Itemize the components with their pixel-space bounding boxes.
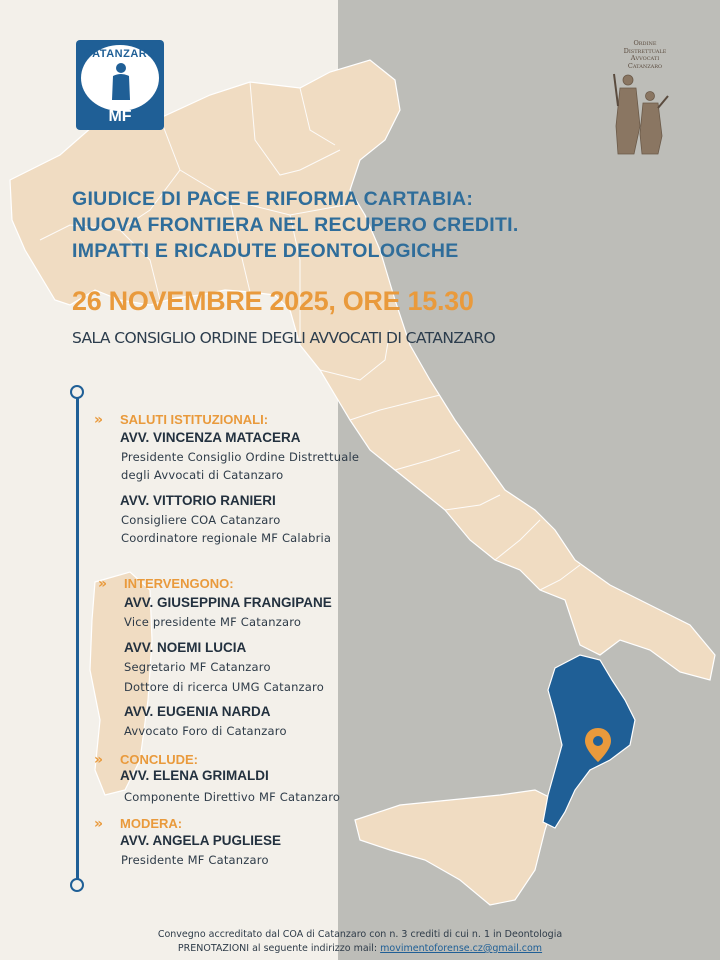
map-sicily [355, 790, 555, 905]
speaker-role: Dottore di ricerca UMG Catanzaro [124, 680, 324, 694]
speaker-name: AVV. NOEMI LUCIA [124, 640, 247, 655]
logo-top-text: CATANZARO [83, 48, 157, 60]
footer [0, 928, 720, 956]
program-timeline [76, 392, 79, 886]
logo-bottom-text: MF [108, 108, 132, 125]
speaker-name: AVV. VINCENZA MATACERA [120, 430, 301, 445]
speaker-name: AVV. ANGELA PUGLIESE [120, 833, 282, 848]
speaker-name: AVV. EUGENIA NARDA [124, 704, 271, 719]
speaker-role: Consigliere COA Catanzaro [121, 513, 281, 527]
ordine-logo-text: Ordine Distrettuale Avvocati Catanzaro [623, 39, 667, 70]
booking-line [0, 942, 720, 956]
timeline-dot-top [70, 385, 84, 399]
section-label-conclude: CONCLUDE: [120, 752, 198, 767]
figure-icon [110, 62, 132, 102]
speaker-role: Presidente Consiglio Ordine Distrettuale [121, 450, 360, 464]
title-line-2: NUOVA FRONTIERA NEL RECUPERO CREDITI. [72, 214, 519, 236]
speaker-role: Vice presidente MF Catanzaro [124, 615, 302, 629]
event-title [72, 186, 519, 264]
speaker-role: Presidente MF Catanzaro [121, 853, 269, 867]
event-date: 26 NOVEMBRE 2025, ORE 15.30 [72, 286, 474, 316]
speaker-name: AVV. ELENA GRIMALDI [120, 768, 269, 783]
booking-text: PRENOTAZIONI al seguente indirizzo mail: [177, 943, 381, 954]
statue-icon [606, 66, 672, 158]
chevron-right-icon: » [98, 576, 105, 592]
speaker-name: AVV. GIUSEPPINA FRANGIPANE [124, 595, 332, 610]
booking-email-link[interactable]: movimentoforense.cz@gmail.com [380, 943, 543, 954]
speaker-role: Coordinatore regionale MF Calabria [121, 531, 332, 545]
ordine-avvocati-logo [600, 40, 680, 160]
section-label-intervengono: INTERVENGONO: [124, 576, 234, 591]
title-line-1: GIUDICE DI PACE E RIFORMA CARTABIA: [72, 188, 474, 210]
chevron-right-icon: » [94, 816, 101, 832]
event-venue: SALA CONSIGLIO ORDINE DEGLI AVVOCATI DI CATANZARO [72, 329, 496, 347]
speaker-role: Avvocato Foro di Catanzaro [124, 724, 287, 738]
section-label-saluti: SALUTI ISTITUZIONALI: [120, 412, 269, 427]
speaker-role: degli Avvocati di Catanzaro [121, 468, 284, 482]
speaker-role: Componente Direttivo MF Catanzaro [124, 790, 341, 804]
section-label-modera: MODERA: [120, 816, 183, 831]
chevron-right-icon: » [94, 752, 101, 768]
timeline-dot-bottom [70, 878, 84, 892]
speaker-role: Segretario MF Catanzaro [124, 660, 271, 674]
accreditation-note: Convegno accreditato dal COA di Catanzaro con n. 3 crediti di cui n. 1 in Deontologia [157, 929, 563, 940]
title-line-3: IMPATTI E RICADUTE DEONTOLOGICHE [72, 240, 459, 262]
speaker-name: AVV. VITTORIO RANIERI [120, 493, 276, 508]
mf-catanzaro-logo [76, 40, 164, 130]
chevron-right-icon: » [94, 412, 101, 428]
